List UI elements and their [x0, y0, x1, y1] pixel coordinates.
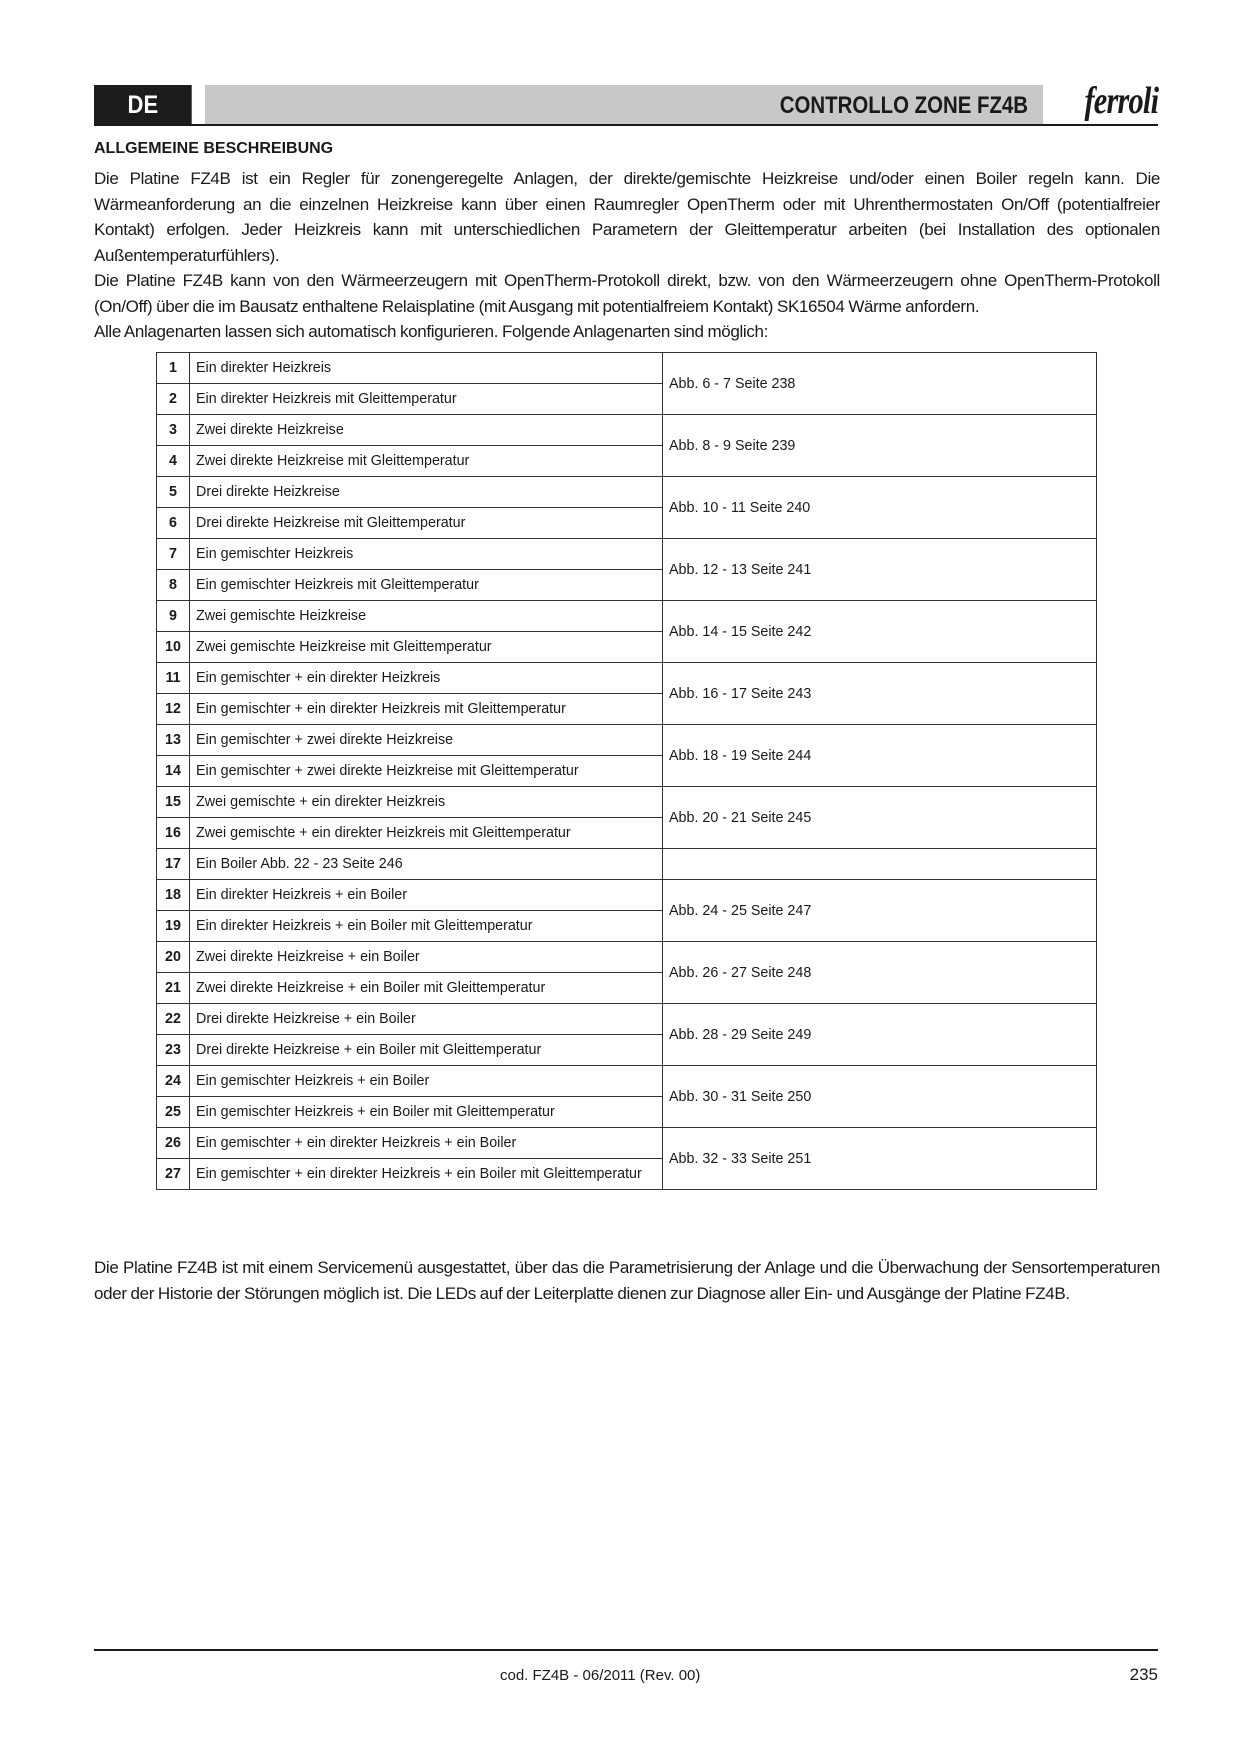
- system-description: Ein gemischter Heizkreis + ein Boiler: [190, 1066, 663, 1097]
- figure-reference: Abb. 6 - 7 Seite 238: [663, 353, 1097, 415]
- system-description: Ein direkter Heizkreis + ein Boiler mit Gleittemperatur: [190, 911, 663, 942]
- row-number: 7: [157, 539, 190, 570]
- table-row: [157, 1066, 1097, 1097]
- system-description: Zwei gemischte + ein direkter Heizkreis: [190, 787, 663, 818]
- table-row: [157, 849, 1097, 880]
- system-description: Zwei direkte Heizkreise + ein Boiler mit Gleittemperatur: [190, 973, 663, 1004]
- row-number: 25: [157, 1097, 190, 1128]
- row-number: 21: [157, 973, 190, 1004]
- system-description: Ein gemischter + zwei direkte Heizkreise mit Gleittemperatur: [190, 756, 663, 787]
- figure-reference: Abb. 18 - 19 Seite 244: [663, 725, 1097, 787]
- intro-paragraph: Alle Anlagenarten lassen sich automatisch konfigurieren. Folgende Anlagenarten sind möglich:: [94, 322, 768, 341]
- figure-reference: Abb. 30 - 31 Seite 250: [663, 1066, 1097, 1128]
- table-row: [157, 663, 1097, 694]
- row-number: 20: [157, 942, 190, 973]
- document-code: cod. FZ4B - 06/2011 (Rev. 00): [500, 1667, 701, 1684]
- figure-reference: Abb. 16 - 17 Seite 243: [663, 663, 1097, 725]
- row-number: 5: [157, 477, 190, 508]
- page-header: [94, 80, 1158, 125]
- row-number: 8: [157, 570, 190, 601]
- page-number: 235: [1129, 1665, 1158, 1684]
- table-row: [157, 415, 1097, 446]
- figure-reference: Abb. 32 - 33 Seite 251: [663, 1128, 1097, 1190]
- row-number: 13: [157, 725, 190, 756]
- row-number: 17: [157, 849, 190, 880]
- system-description: Ein direkter Heizkreis mit Gleittemperatur: [190, 384, 663, 415]
- row-number: 11: [157, 663, 190, 694]
- table-row: [157, 477, 1097, 508]
- page-title: CONTROLLO ZONE FZ4B: [779, 92, 1028, 119]
- system-description: Ein gemischter + ein direkter Heizkreis mit Gleittemperatur: [190, 694, 663, 725]
- row-number: 6: [157, 508, 190, 539]
- system-description: Ein direkter Heizkreis + ein Boiler: [190, 880, 663, 911]
- row-number: 12: [157, 694, 190, 725]
- figure-reference: Abb. 26 - 27 Seite 248: [663, 942, 1097, 1004]
- row-number: 15: [157, 787, 190, 818]
- system-description: Zwei gemischte + ein direkter Heizkreis mit Gleittemperatur: [190, 818, 663, 849]
- system-description: Ein gemischter + ein direkter Heizkreis + ein Boiler mit Gleittemperatur: [190, 1159, 663, 1190]
- system-description: Zwei gemischte Heizkreise: [190, 601, 663, 632]
- row-number: 9: [157, 601, 190, 632]
- system-description: Drei direkte Heizkreise + ein Boiler mit Gleittemperatur: [190, 1035, 663, 1066]
- row-number: 18: [157, 880, 190, 911]
- row-number: 23: [157, 1035, 190, 1066]
- section-heading: ALLGEMEINE BESCHREIBUNG: [94, 140, 334, 157]
- figure-reference: Abb. 20 - 21 Seite 245: [663, 787, 1097, 849]
- intro-text: [94, 166, 1160, 345]
- figure-reference: Abb. 24 - 25 Seite 247: [663, 880, 1097, 942]
- system-description: Zwei direkte Heizkreise: [190, 415, 663, 446]
- system-description: Drei direkte Heizkreise: [190, 477, 663, 508]
- brand-logo: ferroli: [1084, 80, 1158, 122]
- figure-reference: Abb. 14 - 15 Seite 242: [663, 601, 1097, 663]
- row-number: 10: [157, 632, 190, 663]
- footer-divider: [94, 1649, 1158, 1651]
- table-row: [157, 725, 1097, 756]
- row-number: 2: [157, 384, 190, 415]
- row-number: 16: [157, 818, 190, 849]
- table-row: [157, 1128, 1097, 1159]
- system-types-table: [156, 352, 1097, 1190]
- table-row: [157, 539, 1097, 570]
- system-description: Ein gemischter + ein direkter Heizkreis: [190, 663, 663, 694]
- row-number: 27: [157, 1159, 190, 1190]
- intro-paragraph: Die Platine FZ4B kann von den Wärmeerzeugern mit OpenTherm-Protokoll direkt, bzw. von den Wärmeerzeugern ohne OpenTherm-Protokoll (On/Off) über die im Bausatz enthaltene Relaisplatine (mit Ausgang mit potentialfreiem Kontakt) SK16504 Wärme anfordern.: [94, 271, 1160, 316]
- table-row: [157, 942, 1097, 973]
- outro-paragraph: Die Platine FZ4B ist mit einem Servicemenü ausgestattet, über das die Parametrisierung der Anlage und die Überwachung der Sensortemperaturen oder der Historie der Störungen möglich ist. Die LEDs auf der Leiterplatte dienen zur Diagnose aller Ein- und Ausgänge der Platine FZ4B.: [94, 1258, 1160, 1303]
- table-row: [157, 1004, 1097, 1035]
- row-number: 14: [157, 756, 190, 787]
- language-tab: DE: [94, 85, 192, 125]
- table-row: [157, 353, 1097, 384]
- system-description: Ein Boiler Abb. 22 - 23 Seite 246: [190, 849, 663, 880]
- system-description: Ein direkter Heizkreis: [190, 353, 663, 384]
- system-description: Zwei gemischte Heizkreise mit Gleittemperatur: [190, 632, 663, 663]
- row-number: 22: [157, 1004, 190, 1035]
- row-number: 3: [157, 415, 190, 446]
- intro-paragraph: Die Platine FZ4B ist ein Regler für zonengeregelte Anlagen, der direkte/gemischte Heizkreise und/oder einen Boiler regeln kann. Die Wärmeanforderung an die einzelnen Heizkreise kann über einen Raumregler OpenTherm oder mit Uhrenthermostaten On/Off (potentialfreier Kontakt) erfolgen. Jeder Heizkreis kann mit unterschiedlichen Parametern der Gleittemperatur arbeiten (bei Installation des optionalen Außentemperaturfühlers).: [94, 169, 1160, 265]
- header-divider: [94, 124, 1158, 126]
- figure-reference: [663, 849, 1097, 880]
- table-row: [157, 880, 1097, 911]
- table-row: [157, 601, 1097, 632]
- outro-text: [94, 1255, 1160, 1306]
- system-description: Ein gemischter Heizkreis: [190, 539, 663, 570]
- system-description: Drei direkte Heizkreise mit Gleittemperatur: [190, 508, 663, 539]
- system-description: Zwei direkte Heizkreise + ein Boiler: [190, 942, 663, 973]
- row-number: 24: [157, 1066, 190, 1097]
- system-description: Drei direkte Heizkreise + ein Boiler: [190, 1004, 663, 1035]
- system-description: Ein gemischter Heizkreis mit Gleittemperatur: [190, 570, 663, 601]
- system-description: Ein gemischter Heizkreis + ein Boiler mit Gleittemperatur: [190, 1097, 663, 1128]
- row-number: 4: [157, 446, 190, 477]
- row-number: 1: [157, 353, 190, 384]
- figure-reference: Abb. 10 - 11 Seite 240: [663, 477, 1097, 539]
- figure-reference: Abb. 8 - 9 Seite 239: [663, 415, 1097, 477]
- table-row: [157, 787, 1097, 818]
- system-description: Zwei direkte Heizkreise mit Gleittemperatur: [190, 446, 663, 477]
- figure-reference: Abb. 28 - 29 Seite 249: [663, 1004, 1097, 1066]
- system-description: Ein gemischter + zwei direkte Heizkreise: [190, 725, 663, 756]
- row-number: 26: [157, 1128, 190, 1159]
- figure-reference: Abb. 12 - 13 Seite 241: [663, 539, 1097, 601]
- row-number: 19: [157, 911, 190, 942]
- system-description: Ein gemischter + ein direkter Heizkreis + ein Boiler: [190, 1128, 663, 1159]
